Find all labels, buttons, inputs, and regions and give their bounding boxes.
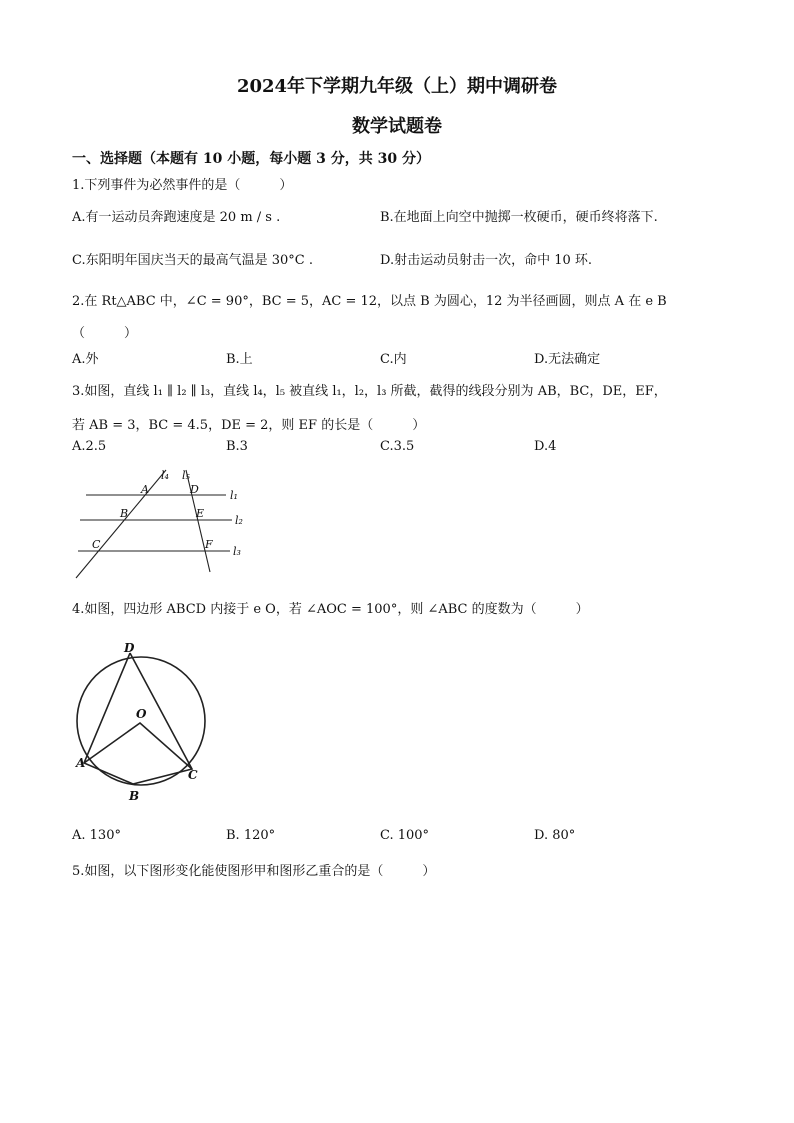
label-l5: l₅	[182, 469, 190, 482]
question-3-option-b: B.3	[226, 439, 248, 454]
question-4-option-c: C. 100°	[380, 828, 430, 843]
label-l2: l₂	[235, 514, 243, 527]
question-2-option-a: A.外	[72, 352, 99, 367]
question-2-option-d: D.无法确定	[534, 352, 601, 367]
section-heading: 一、选择题（本题有 10 小题，每小题 3 分，共 30 分）	[72, 151, 430, 167]
inscribed-quadrilateral-figure	[72, 636, 218, 808]
question-2-option-b: B.上	[226, 352, 253, 367]
question-4-option-b: B. 120°	[226, 828, 276, 843]
question-4-option-d: D. 80°	[534, 828, 576, 843]
question-2-stem-cont: （ ）	[72, 326, 138, 341]
question-1-stem: 1.下列事件为必然事件的是（ ）	[72, 178, 293, 193]
circle-o	[77, 657, 205, 785]
exam-subtitle: 数学试题卷	[352, 116, 442, 137]
question-1-option-d: D.射击运动员射击一次，命中 10 环.	[380, 253, 593, 268]
label-B: B	[120, 507, 129, 520]
label-F: F	[205, 538, 213, 551]
label-A: A	[141, 483, 149, 496]
label-D: D	[124, 641, 135, 655]
line-l4	[76, 470, 166, 578]
question-1-option-c: C.东阳明年国庆当天的最高气温是 30°C .	[72, 253, 314, 268]
label-A: A	[76, 756, 86, 770]
question-2-option-c: C.内	[380, 352, 407, 367]
exam-title: 2024年下学期九年级（上）期中调研卷	[236, 76, 558, 97]
question-5-stem: 5.如图，以下图形变化能使图形甲和图形乙重合的是（ ）	[72, 864, 436, 879]
label-l4: l₄	[161, 469, 169, 482]
label-B: B	[129, 789, 140, 803]
label-C: C	[92, 538, 101, 551]
question-1-option-a: A.有一运动员奔跑速度是 20 m / s .	[72, 210, 281, 225]
label-D: D	[190, 483, 199, 496]
question-3-stem: 3.如图，直线 l₁ ∥ l₂ ∥ l₃，直线 l₄，l₅ 被直线 l₁，l₂，l₃ 所截，截得的线段分别为 AB，BC，DE，EF，	[72, 384, 667, 399]
question-3-option-d: D.4	[534, 439, 557, 454]
question-3-stem-cont: 若 AB = 3，BC = 4.5，DE = 2，则 EF 的长是（ ）	[72, 418, 426, 433]
label-l1: l₁	[230, 489, 238, 502]
question-3-option-c: C.3.5	[380, 439, 415, 454]
label-l3: l₃	[233, 545, 241, 558]
question-4-stem: 4.如图，四边形 ABCD 内接于 e O，若 ∠AOC = 100°，则 ∠ABC 的度数为（ ）	[72, 602, 589, 617]
label-O: O	[136, 707, 147, 721]
question-2-stem: 2.在 Rt△ABC 中，∠C = 90°，BC = 5，AC = 12，以点 B 为圆心，12 为半径画圆，则点 A 在 e B	[72, 294, 667, 309]
parallel-lines-figure	[72, 464, 252, 584]
label-E: E	[196, 507, 205, 520]
question-3-option-a: A.2.5	[72, 439, 107, 454]
label-C: C	[188, 768, 198, 782]
question-1-option-b: B.在地面上向空中抛掷一枚硬币，硬币终将落下.	[380, 210, 658, 225]
question-4-option-a: A. 130°	[72, 828, 121, 843]
angle-aoc	[84, 723, 192, 769]
